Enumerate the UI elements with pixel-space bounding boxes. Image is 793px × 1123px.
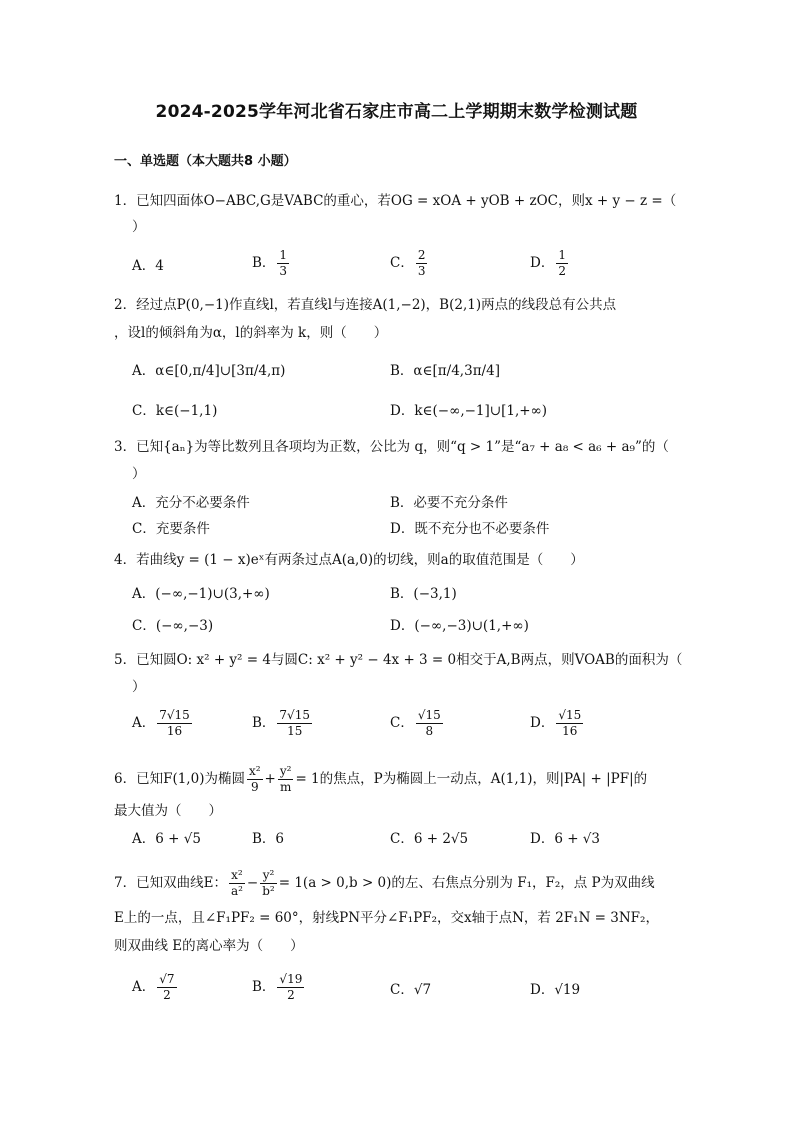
- question-4-stem: 4．若曲线y = (1 − x)eˣ有两条过点A(a,0)的切线，则a的取值范围是（ ）: [114, 552, 584, 568]
- question-1-option-b: B． $\frac{1}{3}$: [252, 248, 288, 278]
- question-1-option-c: C． $\frac{2}{3}$: [390, 248, 426, 278]
- question-4-option-d: D．(−∞,−3)∪(1,+∞): [390, 618, 529, 634]
- question-2-option-b: B．α∈[π/4,3π/4]: [390, 363, 500, 379]
- question-3-option-c: C．充要条件: [132, 521, 210, 537]
- question-4-option-b: B．(−3,1): [390, 586, 457, 602]
- question-3-stem: 3．已知{aₙ}为等比数列且各项均为正数，公比为 q，则“q > 1”是“a₇ + a₈ < a₆ + a₉”的（: [114, 439, 669, 455]
- question-1-stem-cont: ）: [132, 219, 146, 235]
- question-5-option-a: A． $\frac{7√15}{16}$: [132, 708, 190, 738]
- question-6-option-b: B．6: [252, 831, 285, 847]
- question-4-option-c: C．(−∞,−3): [132, 618, 214, 634]
- question-4-option-a: A．(−∞,−1)∪(3,+∞): [132, 586, 270, 602]
- question-2-option-d: D．k∈(−∞,−1]∪[1,+∞): [390, 403, 548, 419]
- question-5-stem: 5．已知圆O: x² + y² = 4与圆C: x² + y² − 4x + 3 = 0相交于A,B两点，则VOAB的面积为（: [114, 652, 683, 668]
- question-1-option-a: A．4: [132, 258, 164, 274]
- section-heading: 一、单选题（本大题共8 小题）: [114, 154, 297, 169]
- question-7-stem-cont: E上的一点，且∠F₁PF₂ = 60°，射线PN平分∠F₁PF₂，交x轴于点N，若 2F₁N = 3NF₂，: [114, 910, 659, 926]
- question-7-stem-cont-2: 则双曲线 E的离心率为（ ）: [114, 938, 304, 954]
- question-7-option-d: D．√19: [530, 982, 581, 998]
- question-2-option-a: A．α∈[0,π/4]∪[3π/4,π): [132, 363, 286, 379]
- question-6-option-a: A．6 + √5: [132, 831, 201, 847]
- question-3-option-a: A．充分不必要条件: [132, 495, 250, 511]
- question-7-stem: 7．已知双曲线E： $\frac{\text{x²}}{\text{a²}}$ − $\frac{\text{y²}}{\text{b²}}$ = 1(a > 0,b > 0)的左、右焦点分别为 F₁，F₂，点 P为双曲线: [114, 868, 655, 898]
- question-7-option-a: A． $\frac{√7}{2}$: [132, 972, 175, 1002]
- question-6-option-c: C．6 + 2√5: [390, 831, 469, 847]
- question-6-stem-cont: 最大值为（ ）: [114, 803, 222, 819]
- question-2-stem: 2．经过点P(0,−1)作直线l，若直线l与连接A(1,−2)，B(2,1)两点的线段总有公共点: [114, 297, 617, 313]
- question-3-option-b: B．必要不充分条件: [390, 495, 508, 511]
- question-7-option-c: C．√7: [390, 982, 432, 998]
- question-6-option-d: D．6 + √3: [530, 831, 601, 847]
- question-5-option-d: D． $\frac{√15}{16}$: [530, 708, 582, 738]
- question-5-stem-cont: ）: [132, 679, 146, 695]
- question-3-stem-cont: ）: [132, 466, 146, 482]
- question-1-option-d: D． $\frac{1}{2}$: [530, 248, 566, 278]
- question-2-stem-cont: ，设l的倾斜角为α，l的斜率为 k，则（ ）: [114, 325, 388, 341]
- question-3-option-d: D．既不充分也不必要条件: [390, 521, 550, 537]
- question-2-option-c: C．k∈(−1,1): [132, 403, 218, 419]
- page-title: 2024-2025学年河北省石家庄市高二上学期期末数学检测试题: [155, 102, 638, 122]
- question-5-option-b: B． $\frac{7√15}{15}$: [252, 708, 310, 738]
- question-6-stem: 6．已知F(1,0)为椭圆 $\frac{\text{x²}}{9}$ + $\frac{\text{y²}}{m}$ = 1的焦点，P为椭圆上一动点，A(1,1)，则|PA| + |PF|的: [114, 764, 648, 794]
- question-5-option-c: C． $\frac{√15}{8}$: [390, 708, 441, 738]
- question-7-option-b: B． $\frac{√19}{2}$: [252, 972, 303, 1002]
- question-1-stem: 1．已知四面体O−ABC,G是VABC的重心，若OG = xOA + yOB + zOC，则x + y − z =（: [114, 193, 677, 209]
